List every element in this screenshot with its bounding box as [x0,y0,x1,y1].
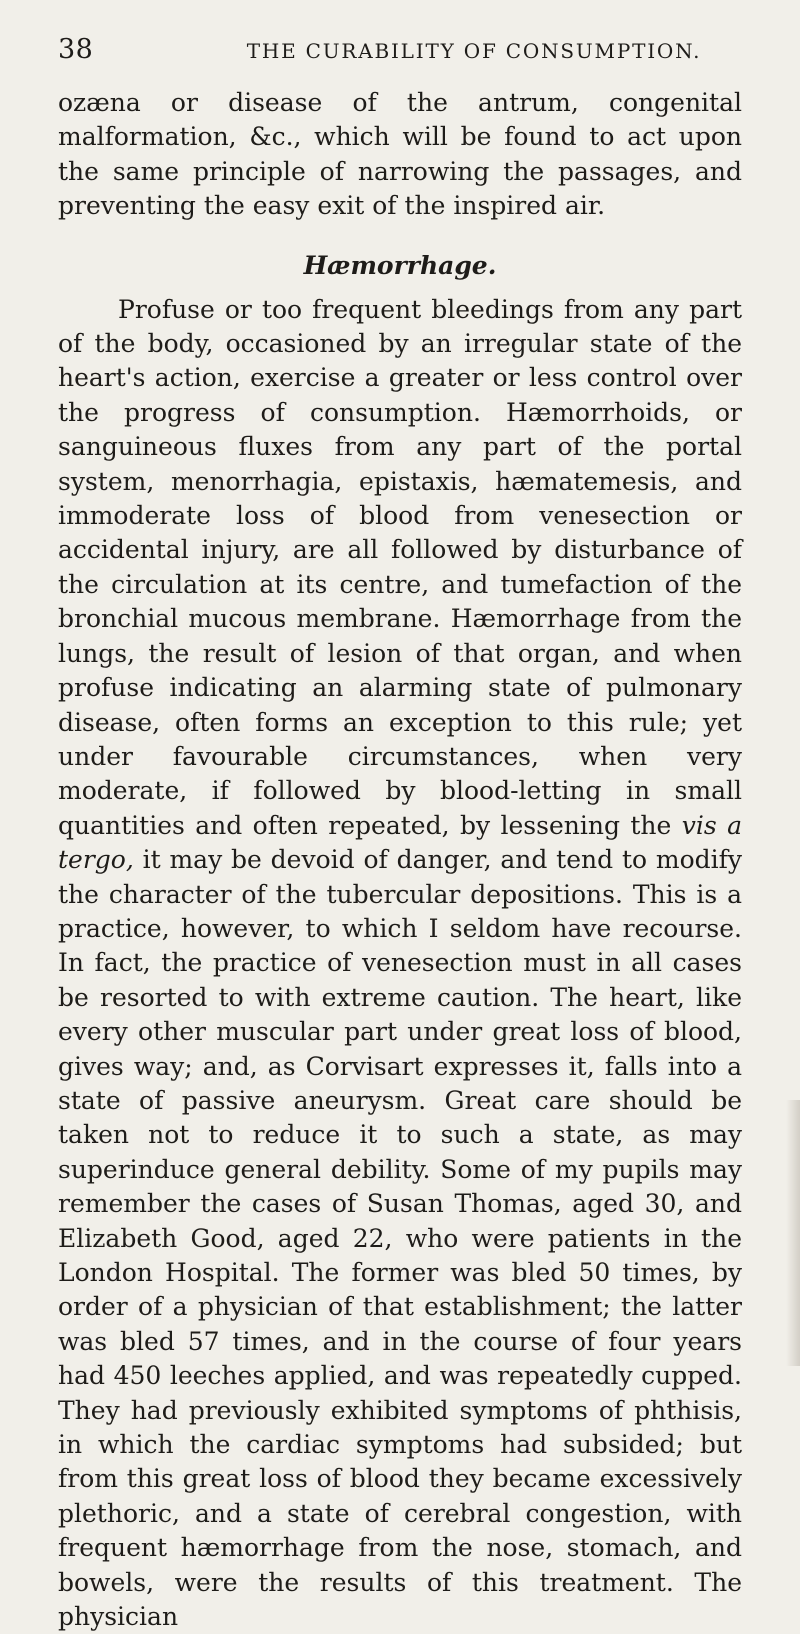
section-heading: Hæmorrhage. [303,250,497,280]
page-number: 38 [58,34,94,65]
latin-phrase: vis a tergo, [58,810,742,875]
main-paragraph-part-1: Profuse or too frequent bleedings from any part of the body, occasioned by an irregular state of the heart's action, exercise a greater or less control over the progress of consumption. Hæmorrhoids, or sanguineous fluxes from any part of the portal system, menorrhagia, epistaxis, hæmatemesis, and immoderate loss of blood from venesection or accidental injury, are all followed by disturbance of the circulation at its centre, and tumefaction of the bronchial mucous membrane. Hæmorrhage from the lungs, the result of lesion of that organ, and when profuse indicating an alarming state of pulmonary disease, often forms an exception to this rule; yet under favourable circumstances, when very moderate, if followed by blood-letting in small quantities and often repeated, by lessening the [58,294,742,840]
running-title: THE CURABILITY OF CONSUMPTION. [246,39,702,63]
running-head [58,34,740,64]
main-paragraph [58,293,742,1634]
body-text [58,86,742,1634]
main-paragraph-part-2: it may be devoid of danger, and tend to modify the character of the tubercular depositions. This is a practice, however, to which I seldom have recourse. In fact, the practice of venesection must in all cases be resorted to with extreme caution. The heart, like every other muscular part under great loss of blood, gives way; and, as Corvisart expresses it, falls into a state of passive aneurysm. Great care should be taken not to reduce it to such a state, as may superinduce general debility. Some of my pupils may remember the cases of Susan Thomas, aged 30, and Elizabeth Good, aged 22, who were patients in the London Hospital. The former was bled 50 times, by order of a physician of that establishment; the latter was bled 57 times, and in the course of four years had 450 leeches applied, and was repeatedly cupped. They had previously exhibited symptoms of phthisis, in which the cardiac symptoms had subsided; but from this great loss of blood they became excessively plethoric, and a state of cerebral congestion, with frequent hæmorrhage from the nose, stomach, and bowels, were the results of this treatment. The physician [58,845,742,1632]
page-edge-shadow [786,1100,800,1366]
opening-paragraph: ozæna or disease of the antrum, congenital malformation, &c., which will be found to act upon the same principle of narrowing the passages, and preventing the easy exit of the inspired air. [58,88,742,221]
